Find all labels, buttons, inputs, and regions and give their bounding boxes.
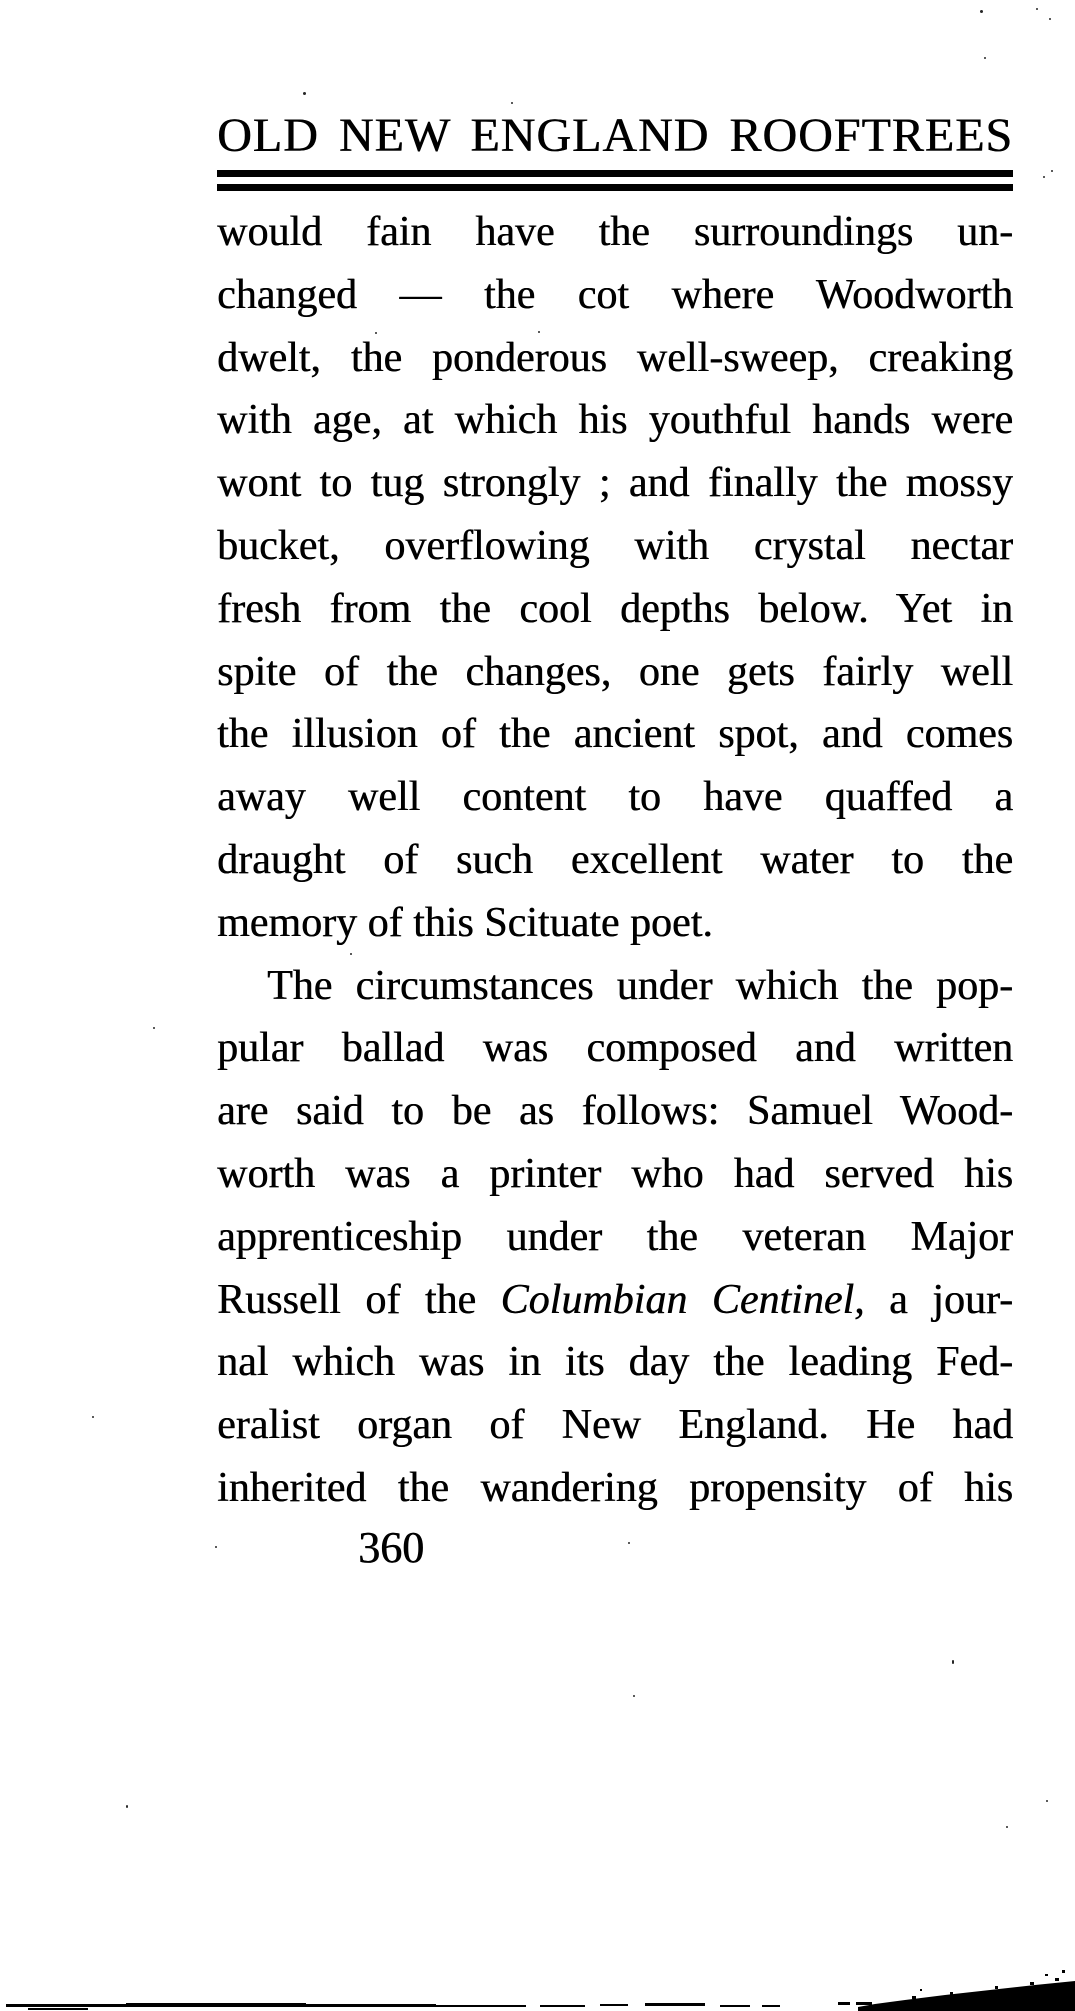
text-line: worth was a printer who had served his: [217, 1150, 1013, 1197]
text-line: changed — the cot where Woodworth: [217, 271, 1013, 318]
scan-speck: [1051, 170, 1053, 172]
scan-edge-artifact: [0, 1956, 1075, 2011]
scan-speck: [375, 332, 377, 334]
header-rule-bottom: [217, 184, 1013, 191]
scan-speck: [1046, 1800, 1048, 1802]
text-line: Russell of the Columbian Centinel, a jour-: [217, 1276, 1013, 1323]
text-line: fresh from the cool depths below. Yet in: [217, 585, 1013, 632]
text-line: bucket, overflowing with crystal nectar: [217, 522, 1013, 569]
text-line: are said to be as follows: Samuel Wood-: [217, 1088, 1013, 1135]
scan-speck: [1043, 176, 1045, 178]
text-line: draught of such excellent water to the: [217, 836, 1013, 883]
scan-speck: [1036, 8, 1038, 10]
text-line: pular ballad was composed and written: [217, 1025, 1013, 1072]
text-line: away well content to have quaffed a: [217, 774, 1013, 821]
scan-speck: [215, 1546, 217, 1548]
text-line: with age, at which his youthful hands were: [217, 397, 1013, 444]
scan-speck: [511, 102, 513, 104]
scan-speck: [952, 1660, 954, 1664]
text-line: wont to tug strongly ; and finally the mossy: [217, 460, 1013, 507]
text-line: nal which was in its day the leading Fed-: [217, 1339, 1013, 1386]
scan-speck: [350, 953, 352, 955]
text-line: inherited the wandering propensity of his: [217, 1464, 1013, 1511]
scan-speck: [980, 10, 983, 13]
scan-speck: [126, 1805, 128, 1808]
scan-speck: [1049, 18, 1051, 20]
header-rule-top: [217, 170, 1013, 177]
text-line: would fain have the surroundings un-: [217, 209, 1013, 255]
scan-speck: [628, 1542, 630, 1544]
text-line: spite of the changes, one gets fairly well: [217, 648, 1013, 695]
text-line: the illusion of the ancient spot, and comes: [217, 711, 1013, 758]
body-text: [217, 201, 1013, 1520]
text-line: eralist organ of New England. He had: [217, 1402, 1013, 1449]
text-line: apprenticeship under the veteran Major: [217, 1213, 1013, 1260]
scan-speck: [1006, 1826, 1008, 1828]
scan-speck: [633, 1695, 635, 1697]
page-number: 360: [358, 1523, 424, 1572]
scan-speck: [984, 57, 986, 59]
running-header: OLD NEW ENGLAND ROOFTREES: [217, 109, 1013, 162]
scan-speck: [153, 1027, 155, 1029]
text-line: memory of this Scituate poet.: [217, 899, 713, 946]
scan-speck: [538, 331, 540, 333]
text-line: dwelt, the ponderous well-sweep, creaking: [217, 334, 1013, 381]
scan-speck: [303, 92, 306, 95]
scan-speck: [92, 1416, 94, 1418]
text-line: The circumstances under which the pop-: [267, 962, 1013, 1009]
